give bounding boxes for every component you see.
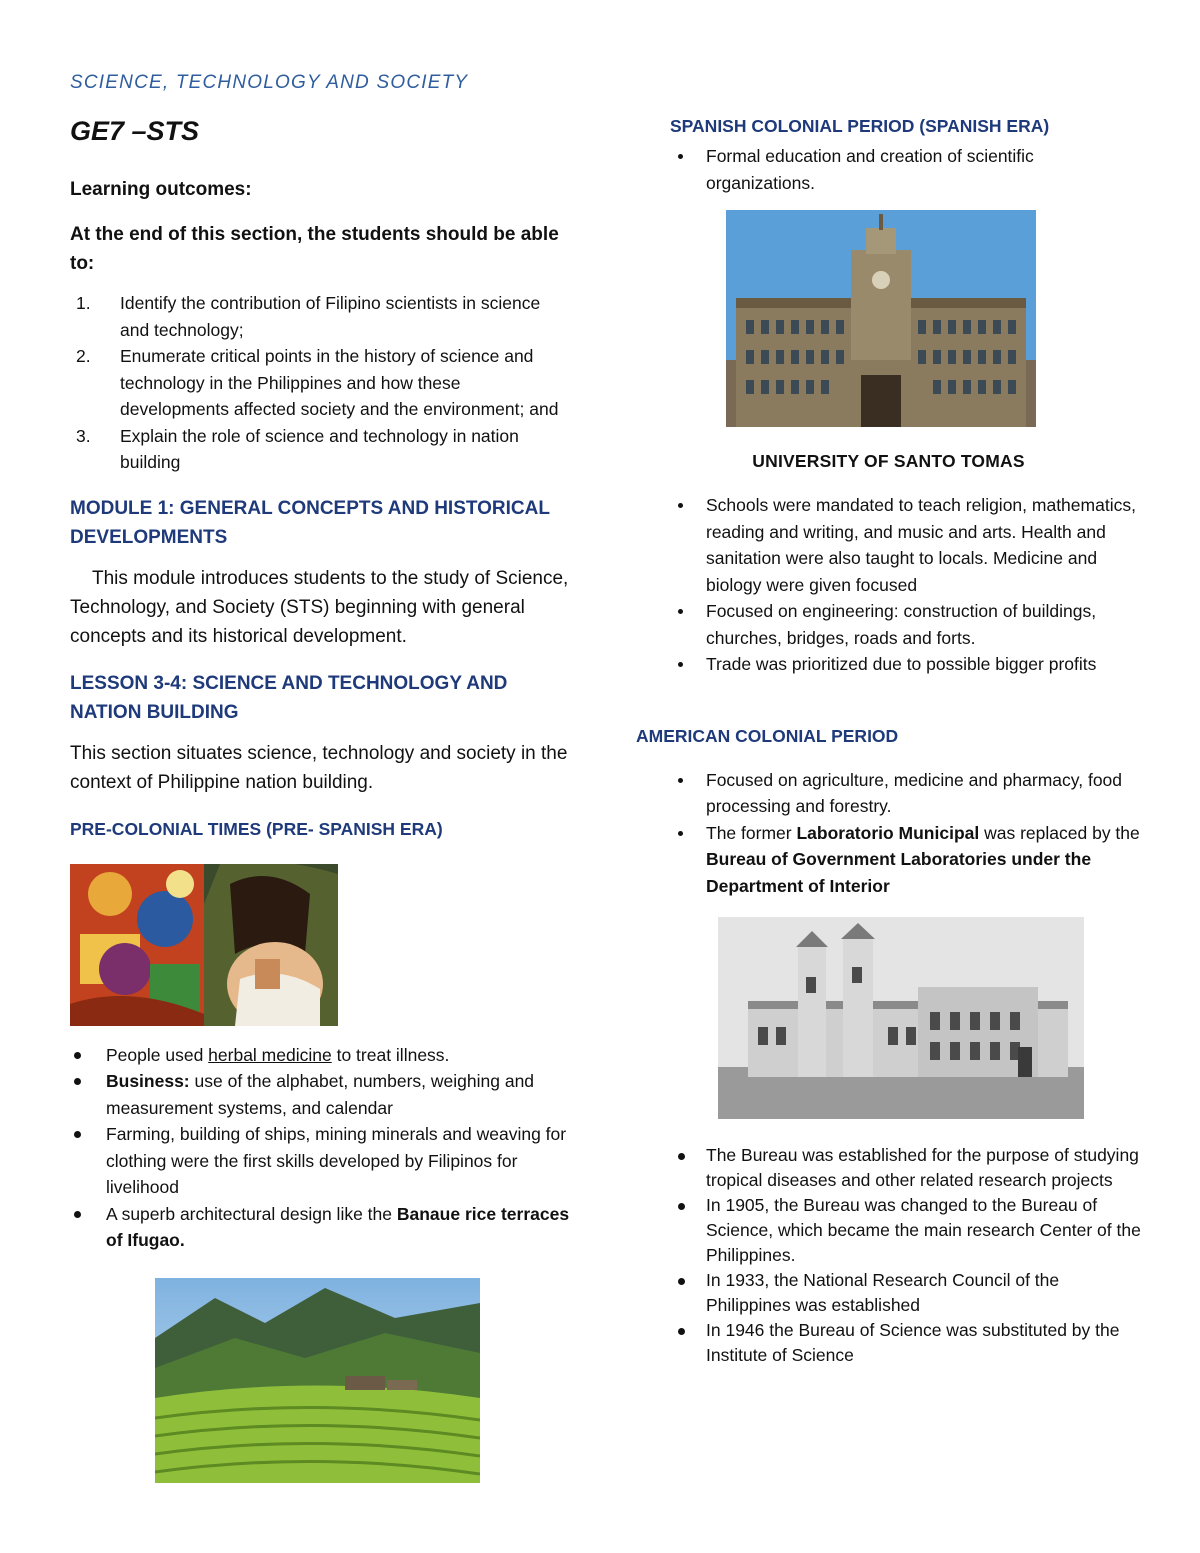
bullet-text: Trade was prioritized due to possible bigger profits bbox=[706, 654, 1097, 674]
lesson-title: LESSON 3-4: SCIENCE AND TECHNOLOGY AND NATION BUILDING bbox=[70, 672, 508, 723]
lesson-text: This section situates science, technology and society in the context of Philippine nation building. bbox=[70, 742, 568, 793]
outcome-number: 2. bbox=[76, 346, 91, 366]
outcome-text: Enumerate critical points in the history of science and technology in the Philippines and how these developments affected society and the environment; and bbox=[120, 346, 559, 419]
bullet-icon bbox=[74, 1078, 81, 1085]
list-item bbox=[636, 1268, 1141, 1318]
bold-text: Bureau of Government Laboratories under the Department of Interior bbox=[706, 849, 1092, 896]
intro-line: At the end of this section, the students should be able to: bbox=[70, 224, 559, 274]
bullet-text: In 1933, the National Research Council of the Philippines was established bbox=[706, 1270, 1060, 1315]
precolonial-title: PRE-COLONIAL TIMES (PRE- SPANISH ERA) bbox=[70, 818, 443, 839]
bullet-text: A superb architectural design like the bbox=[106, 1203, 397, 1224]
list-item bbox=[70, 1121, 570, 1201]
list-item bbox=[70, 1042, 570, 1069]
list-item bbox=[636, 1318, 1141, 1368]
bureau-building-image bbox=[718, 917, 1084, 1119]
bold-text: Banaue rice terraces of Ifugao. bbox=[106, 1203, 570, 1250]
learning-outcomes-label: Learning outcomes: bbox=[70, 179, 252, 200]
outcome-text: Identify the contribution of Filipino scientists in science and technology; bbox=[120, 293, 541, 340]
bullet-icon bbox=[678, 503, 683, 508]
outcomes-list bbox=[70, 290, 570, 476]
spanish-bullets bbox=[636, 492, 1141, 678]
outcome-number: 3. bbox=[76, 425, 91, 446]
bullet-text: People used bbox=[106, 1044, 209, 1065]
bullet-text: Farming, building of ships, mining minerals and weaving for clothing were the first skills developed by Filipinos for livelihood bbox=[106, 1124, 567, 1197]
bullet-text: Focused on agriculture, medicine and pharmacy, food processing and forestry. bbox=[706, 769, 1123, 816]
bullet-icon bbox=[678, 609, 683, 614]
right-column bbox=[636, 112, 1141, 1368]
bullet-text: The former bbox=[706, 822, 797, 843]
bullet-text: Focused on engineering: construction of buildings, churches, bridges, roads and forts. bbox=[706, 601, 1097, 648]
bullet-text: Schools were mandated to teach religion, mathematics, reading and writing, and music and arts. Health and sanitation were also taught to locals. Medicine and biology were given focused bbox=[706, 495, 1136, 595]
bold-text: Business: bbox=[106, 1071, 190, 1091]
bullet-text: In 1905, the Bureau was changed to the Bureau of Science, which became the main research Center of the Philippines. bbox=[706, 1195, 1141, 1265]
left-column bbox=[70, 72, 570, 1483]
list-item bbox=[636, 651, 1141, 678]
outcome-text: Explain the role of science and technology in nation building bbox=[120, 425, 519, 472]
spanish-intro-bullets bbox=[636, 143, 1141, 196]
bullet-icon bbox=[678, 778, 683, 783]
rice-terraces-image bbox=[155, 1278, 480, 1483]
list-item bbox=[636, 1193, 1141, 1268]
list-item bbox=[636, 1143, 1141, 1193]
bullet-icon bbox=[678, 1278, 685, 1285]
american-title: AMERICAN COLONIAL PERIOD bbox=[636, 725, 899, 746]
list-item bbox=[636, 143, 1141, 196]
bullet-icon bbox=[74, 1131, 81, 1138]
ust-caption: UNIVERSITY OF SANTO TOMAS bbox=[752, 451, 1025, 471]
bullet-text: In 1946 the Bureau of Science was substituted by the Institute of Science bbox=[706, 1320, 1120, 1365]
bullet-text: The Bureau was established for the purpose of studying tropical diseases and other related research projects bbox=[706, 1145, 1139, 1190]
outcome-item bbox=[70, 423, 570, 476]
outcome-item bbox=[70, 343, 570, 423]
bullet-icon bbox=[678, 831, 683, 836]
list-item bbox=[636, 820, 1141, 900]
list-item bbox=[70, 1201, 570, 1254]
american-intro-bullets bbox=[636, 767, 1141, 900]
bullet-text: was replaced by the bbox=[979, 822, 1140, 843]
list-item bbox=[636, 598, 1141, 651]
bullet-icon bbox=[678, 1153, 685, 1160]
module-title: MODULE 1: GENERAL CONCEPTS AND HISTORICAL DEVELOPMENTS bbox=[70, 497, 550, 548]
spanish-title: SPANISH COLONIAL PERIOD (SPANISH ERA) bbox=[670, 116, 1050, 136]
bullet-icon bbox=[678, 662, 683, 667]
underlined-text: herbal medicine bbox=[208, 1044, 332, 1065]
precolonial-artwork-image bbox=[70, 864, 338, 1026]
bullet-icon bbox=[678, 154, 683, 159]
bullet-icon bbox=[678, 1203, 685, 1210]
course-code: GE7 –STS bbox=[70, 116, 200, 146]
outcome-number: 1. bbox=[76, 293, 91, 313]
bullet-text: to treat illness. bbox=[331, 1044, 450, 1065]
outcome-item bbox=[70, 290, 570, 343]
module-text: This module introduces students to the study of Science, Technology, and Society (STS) beginning with general concepts and its historical development. bbox=[70, 567, 569, 647]
bullet-icon bbox=[678, 1328, 685, 1335]
list-item bbox=[70, 1068, 570, 1121]
bullet-icon bbox=[74, 1052, 81, 1059]
bullet-icon bbox=[74, 1211, 81, 1218]
american-bullets bbox=[636, 1143, 1141, 1368]
bold-text: Laboratorio Municipal bbox=[796, 822, 980, 843]
ust-building-image bbox=[726, 210, 1036, 427]
precolonial-bullets bbox=[70, 1042, 570, 1254]
list-item bbox=[636, 767, 1141, 820]
list-item bbox=[636, 492, 1141, 598]
document-header: SCIENCE, TECHNOLOGY AND SOCIETY bbox=[70, 72, 469, 93]
bullet-text: use of the alphabet, numbers, weighing and measurement systems, and calendar bbox=[106, 1071, 535, 1118]
bullet-text: Formal education and creation of scientific organizations. bbox=[706, 146, 1034, 193]
